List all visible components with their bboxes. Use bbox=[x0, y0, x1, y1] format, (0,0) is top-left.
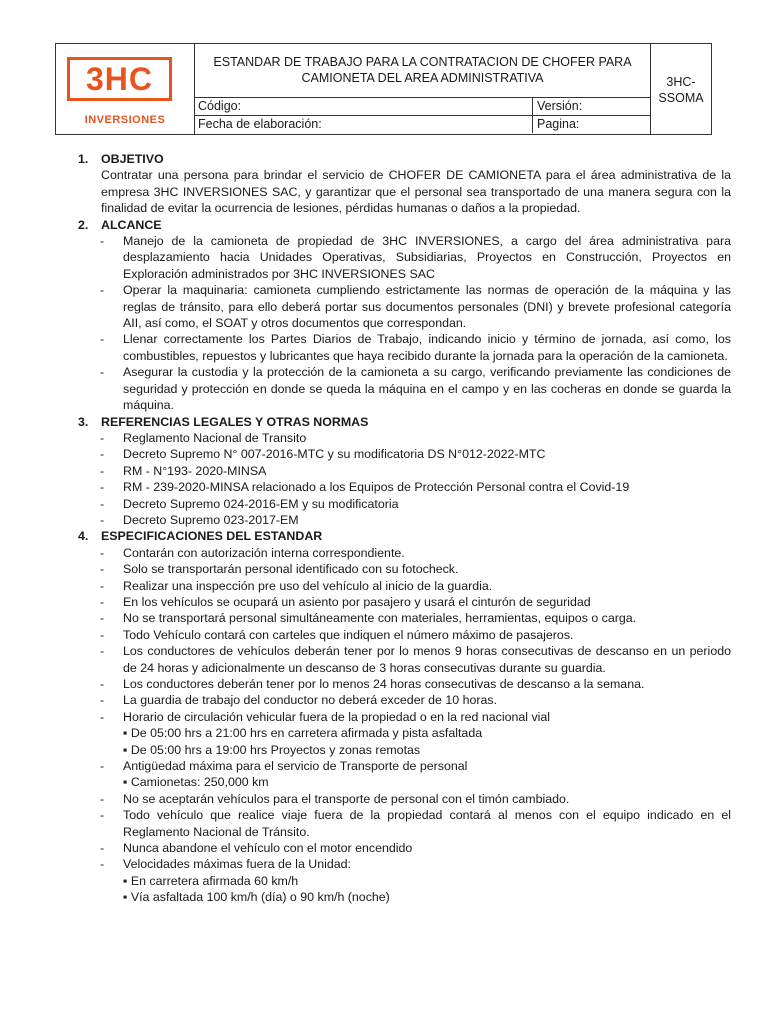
list-item-text: Nunca abandone el vehículo con el motor encendido bbox=[123, 841, 413, 856]
list-item-text: RM - N°193- 2020-MINSA bbox=[123, 463, 267, 478]
list-item: - Todo Vehículo contará con carteles que indiquen el número máximo de pasajeros. bbox=[100, 627, 574, 642]
version-label: Versión: bbox=[532, 98, 650, 115]
list-item: - Velocidades máximas fuera de la Unidad: bbox=[100, 857, 351, 872]
section-title: ALCANCE bbox=[101, 217, 162, 232]
logo-cell bbox=[56, 44, 195, 134]
list-item-text: Los conductores deberán tener por lo menos 24 horas consecutivas de descanso a la semana. bbox=[123, 677, 645, 691]
section-heading bbox=[78, 528, 731, 544]
list-item: - Nunca abandone el vehículo con el motor encendido bbox=[100, 841, 413, 856]
list-item: - Los conductores de vehículos deberán tener por lo menos 9 horas consecutivas de descanso en un periodo de 24 horas y adicionalmente un descanso de 3 horas consecutivas durante su guardia. bbox=[100, 644, 731, 675]
list-item: - Llenar correctamente los Partes Diarios de Trabajo, indicando inicio y término de jornada, así como, los combustibles, repuestos y lubricantes que haya recibido durante la jornada para la operación de la camioneta. bbox=[100, 332, 731, 363]
list-item-text: Antigüedad máxima para el servicio de Transporte de personal bbox=[123, 759, 468, 774]
sub-list-item: ▪ En carretera afirmada 60 km/h bbox=[123, 873, 299, 888]
section-heading bbox=[78, 414, 731, 430]
list-item: - RM - 239-2020-MINSA relacionado a los Equipos de Protección Personal contra el Covid-19 bbox=[100, 480, 630, 495]
list-item: - Horario de circulación vehicular fuera de la propiedad o en la red nacional vial bbox=[100, 709, 551, 724]
section-title: REFERENCIAS LEGALES Y OTRAS NORMAS bbox=[101, 414, 369, 429]
list-item-text: Asegurar la custodia y la protección de la camioneta a su cargo, verificando previamente las condiciones de seguridad y protección en donde se queda la máquina en el campo y en las cocheras en donde se guarda la máquina. bbox=[123, 365, 731, 413]
company-logo: 3HC bbox=[67, 57, 172, 101]
list-item-text: Decreto Supremo 023-2017-EM bbox=[123, 512, 299, 527]
list-item-text: Todo Vehículo contará con carteles que indiquen el número máximo de pasajeros. bbox=[123, 627, 574, 642]
company-logo-subtitle: INVERSIONES bbox=[84, 114, 166, 126]
section-number: 4. bbox=[78, 529, 89, 544]
list-item: - No se transportará personal simultáneamente con materiales, herramientas, equipos o carga. bbox=[100, 611, 637, 626]
sub-list-item: ▪ De 05:00 hrs a 19:00 hrs Proyectos y zonas remotas bbox=[123, 742, 421, 757]
list-item: - Antigüedad máxima para el servicio de Transporte de personal bbox=[100, 759, 468, 774]
list-item-text: En los vehículos se ocupará un asiento por pasajero y usará el cinturón de seguridad bbox=[123, 594, 591, 609]
section-heading bbox=[78, 217, 731, 233]
list-item-text: Todo vehículo que realice viaje fuera de la propiedad contará al menos con el equipo indicado en el Reglamento Nacional de Tránsito. bbox=[123, 808, 731, 839]
list-item: - La guardia de trabajo del conductor no deberá exceder de 10 horas. bbox=[100, 693, 498, 708]
list-item: - Asegurar la custodia y la protección de la camioneta a su cargo, verificando previamente las condiciones de seguridad y protección en donde se queda la máquina en el campo y en las cocheras en donde se guarda la máquina. bbox=[100, 365, 731, 413]
section-number: 2. bbox=[78, 217, 89, 232]
section-paragraph: Contratar una persona para brindar el servicio de CHOFER DE CAMIONETA para el área administrativa de la empresa 3HC INVERSIONES SAC, y garantizar que el personal sea transportado de una manera segura con la finalidad de evitar la ocurrencia de lesiones, pérdidas humanas o daños a la propiedad. bbox=[101, 168, 731, 216]
list-item: - Solo se transportarán personal identificado con su fotocheck. bbox=[100, 562, 459, 577]
pagina-label: Pagina: bbox=[532, 116, 650, 133]
document-title: ESTANDAR DE TRABAJO PARA LA CONTRATACION DE CHOFER PARA CAMIONETA DEL AREA ADMINISTRATIVA bbox=[195, 44, 650, 98]
sub-list-item: ▪ De 05:00 hrs a 21:00 hrs en carretera afirmada y pista asfaltada bbox=[123, 726, 483, 741]
list-item-text: No se aceptarán vehículos para el transporte de personal con el timón cambiado. bbox=[123, 791, 570, 806]
section-title: ESPECIFICACIONES DEL ESTANDAR bbox=[101, 529, 323, 544]
list-item-text: Reglamento Nacional de Transito bbox=[123, 430, 307, 445]
list-item: - RM - N°193- 2020-MINSA bbox=[100, 463, 267, 478]
document-header bbox=[55, 43, 712, 135]
list-item: - Contarán con autorización interna correspondiente. bbox=[100, 545, 405, 560]
fecha-label: Fecha de elaboración: bbox=[198, 117, 322, 131]
document-code: 3HC-SSOMA bbox=[650, 44, 711, 134]
list-item: - Operar la maquinaria: camioneta cumpliendo estrictamente las normas de operación de la máquina y las reglas de tránsito, para ello deberá portar sus documentos personales (DNI) y brevete profesional categoría AII, así como, el SOAT y otros documentos que correspondan. bbox=[100, 283, 731, 331]
section-number: 3. bbox=[78, 414, 89, 429]
section-title: OBJETIVO bbox=[101, 152, 164, 166]
document-body bbox=[78, 151, 731, 906]
list-item: - Reglamento Nacional de Transito bbox=[100, 430, 307, 445]
list-item-text: Manejo de la camioneta de propiedad de 3HC INVERSIONES, a cargo del área administrativa para desplazamiento hacia Unidades Operativas, Subsidiarias, Proyectos en Construcción, Proyectos en Exploración administrados por 3HC INVERSIONES SAC bbox=[123, 234, 731, 281]
list-item-text: Contarán con autorización interna correspondiente. bbox=[123, 545, 405, 560]
list-item-text: RM - 239-2020-MINSA relacionado a los Equipos de Protección Personal contra el Covid-19 bbox=[123, 480, 630, 495]
list-item: - Decreto Supremo 024-2016-EM y su modificatoria bbox=[100, 496, 399, 511]
list-item-text: Operar la maquinaria: camioneta cumpliendo estrictamente las normas de operación de la máquina y las reglas de tránsito, para ello deberá portar sus documentos personales (DNI) y brevete profesional categoría AII, así como, el SOAT y otros documentos que correspondan. bbox=[123, 283, 731, 331]
list-item: - En los vehículos se ocupará un asiento por pasajero y usará el cinturón de seguridad bbox=[100, 594, 591, 609]
list-item: - Manejo de la camioneta de propiedad de 3HC INVERSIONES, a cargo del área administrativa para desplazamiento hacia Unidades Operativas, Subsidiarias, Proyectos en Construcción, Proyectos en Exploración administrados por 3HC INVERSIONES SAC bbox=[100, 234, 731, 281]
section-heading bbox=[78, 151, 731, 167]
list-item: - Realizar una inspección pre uso del vehículo al inicio de la guardia. bbox=[100, 578, 493, 593]
codigo-label: Código: bbox=[198, 99, 242, 113]
list-item-text: Horario de circulación vehicular fuera de la propiedad o en la red nacional vial bbox=[123, 709, 551, 724]
list-item-text: Realizar una inspección pre uso del vehículo al inicio de la guardia. bbox=[123, 578, 493, 593]
list-item-text: Decreto Supremo 024-2016-EM y su modificatoria bbox=[123, 496, 399, 511]
list-item-text: Solo se transportarán personal identificado con su fotocheck. bbox=[123, 562, 459, 577]
list-item: - Decreto Supremo 023-2017-EM bbox=[100, 512, 299, 527]
list-item-text: Decreto Supremo N° 007-2016-MTC y su modificatoria DS N°012-2022-MTC bbox=[123, 447, 546, 462]
list-item: - Todo vehículo que realice viaje fuera de la propiedad contará al menos con el equipo indicado en el Reglamento Nacional de Tránsito. bbox=[100, 808, 731, 839]
list-item-text: Los conductores de vehículos deberán tener por lo menos 9 horas consecutivas de descanso en un periodo de 24 horas y adicionalmente un descanso de 3 horas consecutivas durante su guardia. bbox=[123, 644, 731, 675]
list-item-text: No se transportará personal simultáneamente con materiales, herramientas, equipos o carga. bbox=[123, 611, 637, 626]
sub-list-item: ▪ Camionetas: 250,000 km bbox=[123, 775, 269, 790]
list-item: - Los conductores deberán tener por lo menos 24 horas consecutivas de descanso a la semana. bbox=[100, 677, 645, 691]
list-item-text: La guardia de trabajo del conductor no deberá exceder de 10 horas. bbox=[123, 693, 498, 708]
list-item-text: Velocidades máximas fuera de la Unidad: bbox=[123, 857, 351, 872]
sub-list-item: ▪ Vía asfaltada 100 km/h (día) o 90 km/h (noche) bbox=[123, 890, 390, 905]
list-item-text: Llenar correctamente los Partes Diarios de Trabajo, indicando inicio y término de jornada, así como, los combustibles, repuestos y lubricantes que haya recibido durante la jornada para la operación de la camioneta. bbox=[123, 332, 731, 363]
header-row-codigo bbox=[195, 98, 650, 116]
header-row-fecha bbox=[195, 116, 650, 133]
list-item: - No se aceptarán vehículos para el transporte de personal con el timón cambiado. bbox=[100, 791, 570, 806]
list-item: - Decreto Supremo N° 007-2016-MTC y su modificatoria DS N°012-2022-MTC bbox=[100, 447, 546, 462]
section-number: 1. bbox=[78, 152, 89, 166]
